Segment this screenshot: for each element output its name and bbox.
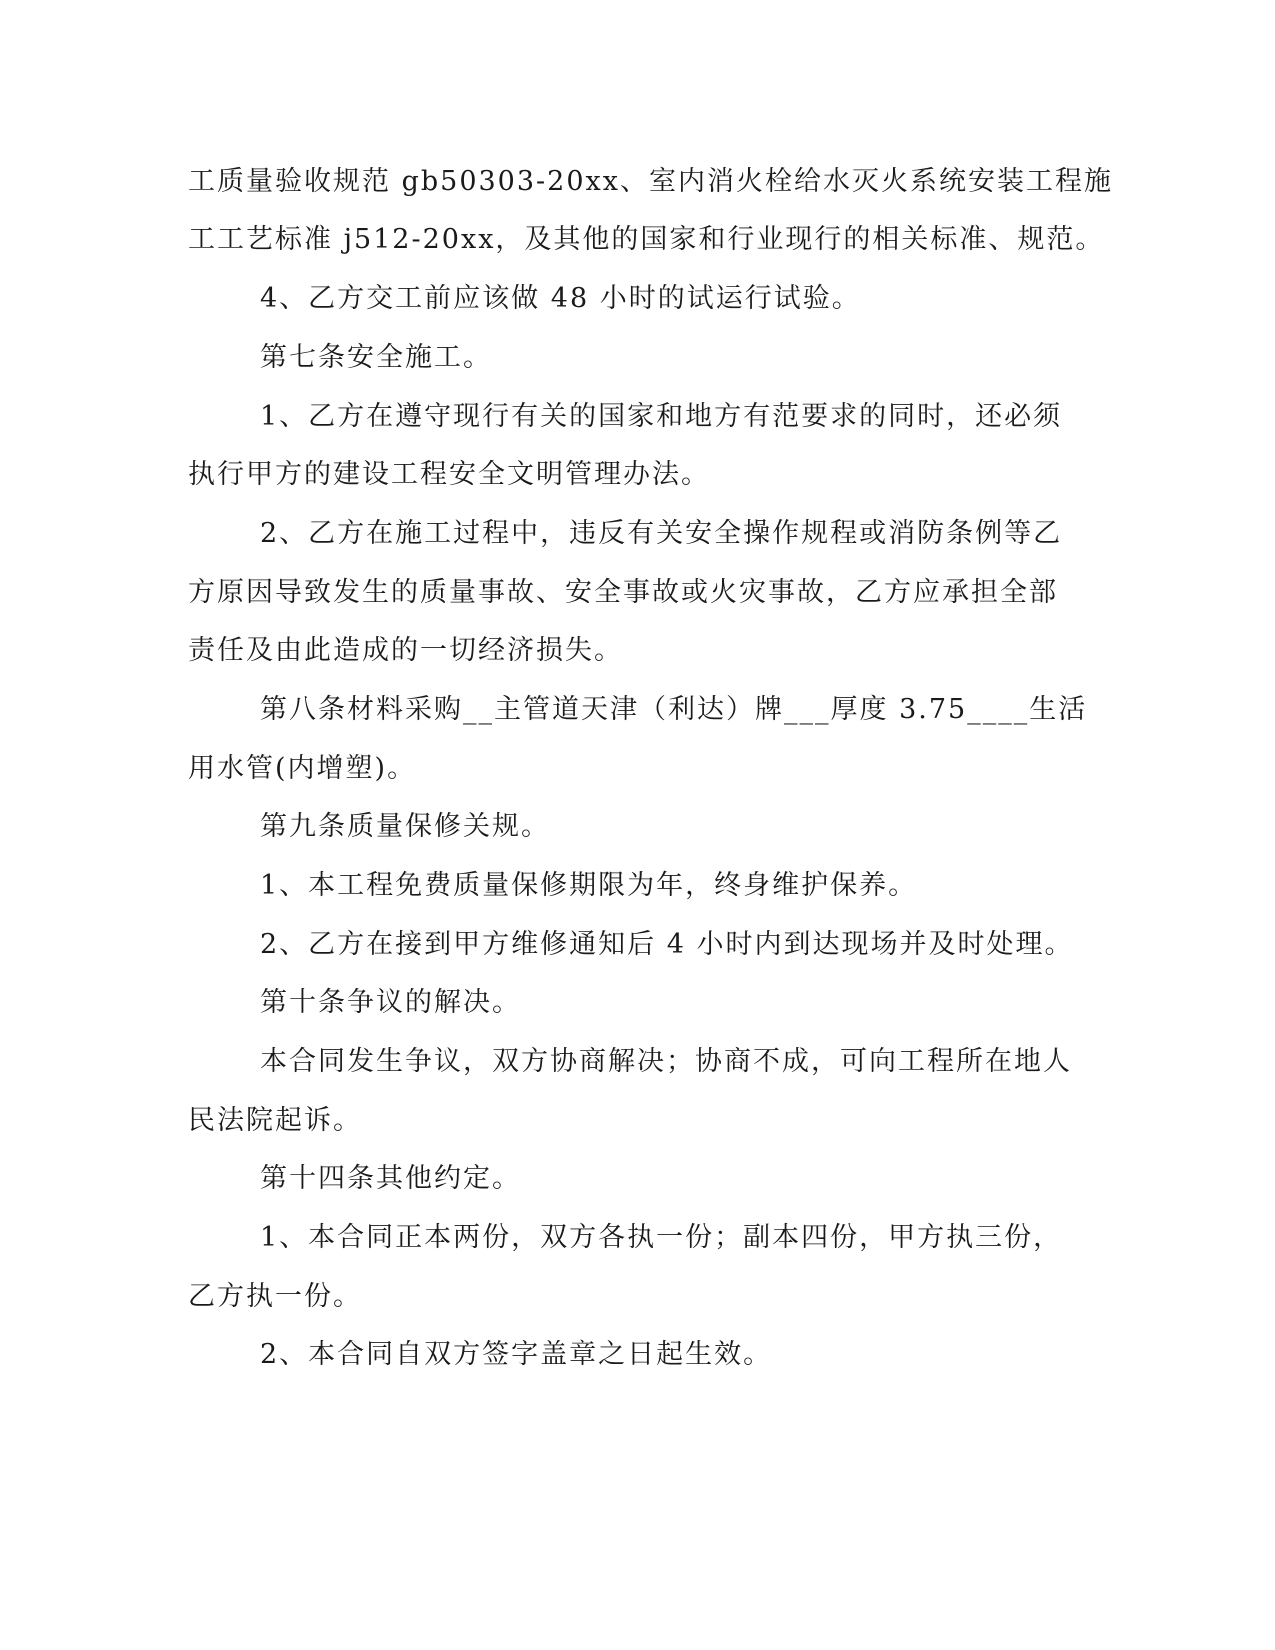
section-heading-8: 第八条材料采购__主管道天津（利达）牌___厚度 3.75____生活 [260, 694, 1088, 725]
text-line-2: 工工艺标准 j512-20xx，及其他的国家和行业现行的相关标准、规范。 [188, 224, 1105, 255]
text-line-5: 1、乙方在遵守现行有关的国家和地方有范要求的同时，还必须 [260, 401, 1063, 432]
section-heading-9: 第九条质量保修关规。 [260, 811, 550, 842]
text-line-8: 方原因导致发生的质量事故、安全事故或火灾事故，乙方应承担全部 [188, 577, 1058, 608]
text-line-3: 4、乙方交工前应该做 48 小时的试运行试验。 [260, 283, 861, 314]
text-line-13: 1、本工程免费质量保修期限为年，终身维护保养。 [260, 870, 918, 901]
text-line-6: 执行甲方的建设工程安全文明管理办法。 [188, 459, 710, 490]
text-line-20: 乙方执一份。 [188, 1281, 362, 1312]
section-heading-7: 第七条安全施工。 [260, 342, 492, 373]
text-line-17: 民法院起诉。 [188, 1105, 362, 1136]
text-line-11: 用水管(内增塑)。 [188, 753, 417, 784]
text-line-19: 1、本合同正本两份，双方各执一份；副本四份，甲方执三份， [260, 1222, 1063, 1253]
section-heading-14: 第十四条其他约定。 [260, 1163, 521, 1194]
text-line-1: 工质量验收规范 gb50303-20xx、室内消火栓给水灭火系统安装工程施 [188, 166, 1113, 197]
text-line-16: 本合同发生争议，双方协商解决；协商不成，可向工程所在地人 [260, 1046, 1072, 1077]
text-line-21: 2、本合同自双方签字盖章之日起生效。 [260, 1339, 773, 1370]
section-heading-10: 第十条争议的解决。 [260, 987, 521, 1018]
text-line-14: 2、乙方在接到甲方维修通知后 4 小时内到达现场并及时处理。 [260, 929, 1074, 960]
text-line-9: 责任及由此造成的一切经济损失。 [188, 635, 623, 666]
text-line-7: 2、乙方在施工过程中，违反有关安全操作规程或消防条例等乙 [260, 518, 1063, 549]
